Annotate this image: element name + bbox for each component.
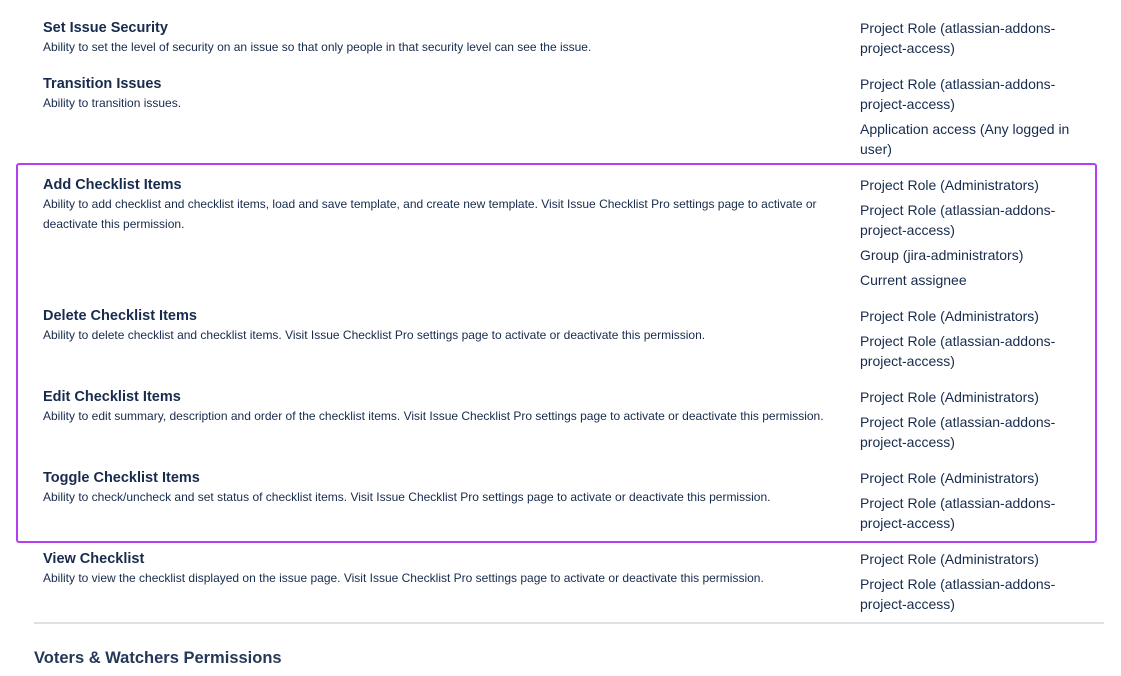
permission-description: Ability to set the level of security on an issue so that only people in that security level can see the issue. <box>43 40 592 54</box>
permission-description: Ability to delete checklist and checklist items. Visit Issue Checklist Pro settings page to activate or deactivate this permission. <box>43 328 706 342</box>
grant-item: Project Role (atlassian-addons-project-access) <box>860 76 1056 112</box>
grant-item: Project Role (Administrators) <box>860 308 1039 324</box>
permission-name: Set Issue Security <box>43 20 168 36</box>
grant-item: Project Role (Administrators) <box>860 389 1039 405</box>
permission-description: Ability to transition issues. <box>43 96 182 110</box>
section-divider <box>34 622 1104 624</box>
grant-item: Group (jira-administrators) <box>860 247 1024 263</box>
grant-item: Application access (Any logged in user) <box>860 121 1070 157</box>
grant-item: Project Role (atlassian-addons-project-access) <box>860 202 1056 238</box>
permission-grants <box>860 18 1092 63</box>
permission-name: Add Checklist Items <box>43 177 182 193</box>
permission-grants <box>860 468 1092 538</box>
permission-grants <box>860 549 1092 619</box>
permission-grants <box>860 387 1092 457</box>
grant-item: Project Role (atlassian-addons-project-access) <box>860 333 1056 369</box>
section-heading-voters-watchers: Voters & Watchers Permissions <box>34 649 282 667</box>
permission-description: Ability to view the checklist displayed on the issue page. Visit Issue Checklist Pro settings page to activate or deactivate this permission. <box>43 571 764 585</box>
grant-item: Project Role (atlassian-addons-project-access) <box>860 576 1056 612</box>
permission-description: Ability to add checklist and checklist items, load and save template, and create new template. Visit Issue Checklist Pro settings page to activate or deactivate this permission. <box>43 197 817 231</box>
permission-name: Edit Checklist Items <box>43 389 181 405</box>
grant-item: Project Role (Administrators) <box>860 470 1039 486</box>
grant-item: Project Role (atlassian-addons-project-access) <box>860 20 1056 56</box>
grant-item: Project Role (atlassian-addons-project-access) <box>860 495 1056 531</box>
permission-name: View Checklist <box>43 551 145 567</box>
grant-item: Project Role (Administrators) <box>860 177 1039 193</box>
permission-grants <box>860 306 1092 376</box>
permission-grants <box>860 74 1092 164</box>
grant-item: Project Role (atlassian-addons-project-access) <box>860 414 1056 450</box>
permission-name: Transition Issues <box>43 76 162 92</box>
permission-description: Ability to edit summary, description and order of the checklist items. Visit Issue Checklist Pro settings page to activate or deactivate this permission. <box>43 409 824 423</box>
grant-item: Current assignee <box>860 272 967 288</box>
permission-name: Delete Checklist Items <box>43 308 197 324</box>
permission-grants <box>860 175 1092 295</box>
permission-name: Toggle Checklist Items <box>43 470 200 486</box>
permission-description: Ability to check/uncheck and set status of checklist items. Visit Issue Checklist Pro settings page to activate or deactivate this permission. <box>43 490 771 504</box>
grant-item: Project Role (Administrators) <box>860 551 1039 567</box>
